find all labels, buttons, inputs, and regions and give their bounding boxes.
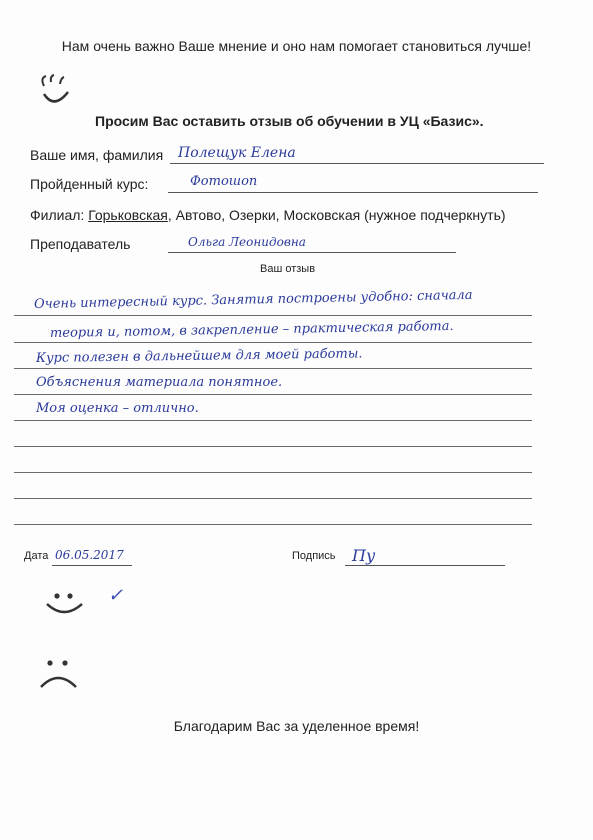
review-rule [14, 524, 532, 525]
thanks-text: Благодарим Вас за уделенное время! [173, 718, 420, 734]
review-title: Ваш отзыв [260, 263, 316, 275]
review-line-3: Курс полезен в дальнейшем для моей работы. [35, 346, 363, 366]
smiley-icon [38, 66, 72, 114]
review-rule [14, 368, 532, 369]
teacher-value: Ольга Леонидовна [188, 235, 306, 249]
review-rule [14, 420, 532, 421]
check-mark: ✓ [108, 585, 124, 606]
slogan: Нам очень важно Ваше мнение и оно нам помогает становиться лучше! [61, 38, 532, 54]
teacher-label: Преподаватель [30, 236, 131, 252]
review-line-4: Объяснения материала понятное. [36, 375, 283, 390]
signature-value: Пу [352, 546, 376, 565]
review-line-2: теория и, потом, в закрепление – практическая работа. [49, 318, 454, 341]
name-label: Ваше имя, фамилия [30, 147, 164, 163]
name-line [170, 163, 544, 164]
review-rule [14, 342, 532, 343]
review-rule [14, 498, 532, 499]
teacher-line [168, 252, 456, 253]
review-rule [14, 394, 532, 395]
date-value: 06.05.2017 [55, 548, 124, 562]
review-line-5: Моя оценка – отлично. [36, 401, 199, 416]
signature-label: Подпись [292, 550, 336, 562]
branch-line [30, 207, 506, 223]
branch-label: Филиал: [30, 207, 85, 223]
sad-face-icon [36, 655, 80, 691]
happy-face-icon [42, 588, 86, 622]
request-text: Просим Вас оставить отзыв об обучении в УЦ «Базис». [95, 113, 484, 129]
review-rule [14, 446, 532, 447]
course-value: Фотошоп [190, 174, 258, 189]
review-rule [14, 472, 532, 473]
review-rule [14, 315, 532, 316]
date-label: Дата [24, 550, 49, 562]
date-line [52, 565, 132, 566]
name-value: Полещук Елена [178, 145, 296, 161]
branch-selected: Горьковская [88, 207, 168, 223]
course-line [168, 192, 538, 193]
course-label: Пройденный курс: [30, 176, 149, 192]
branch-options: , Автово, Озерки, Московская (нужное подчеркнуть) [167, 207, 506, 223]
review-line-1: Очень интересный курс. Занятия построены удобно: сначала [33, 287, 473, 312]
signature-line [345, 565, 505, 566]
